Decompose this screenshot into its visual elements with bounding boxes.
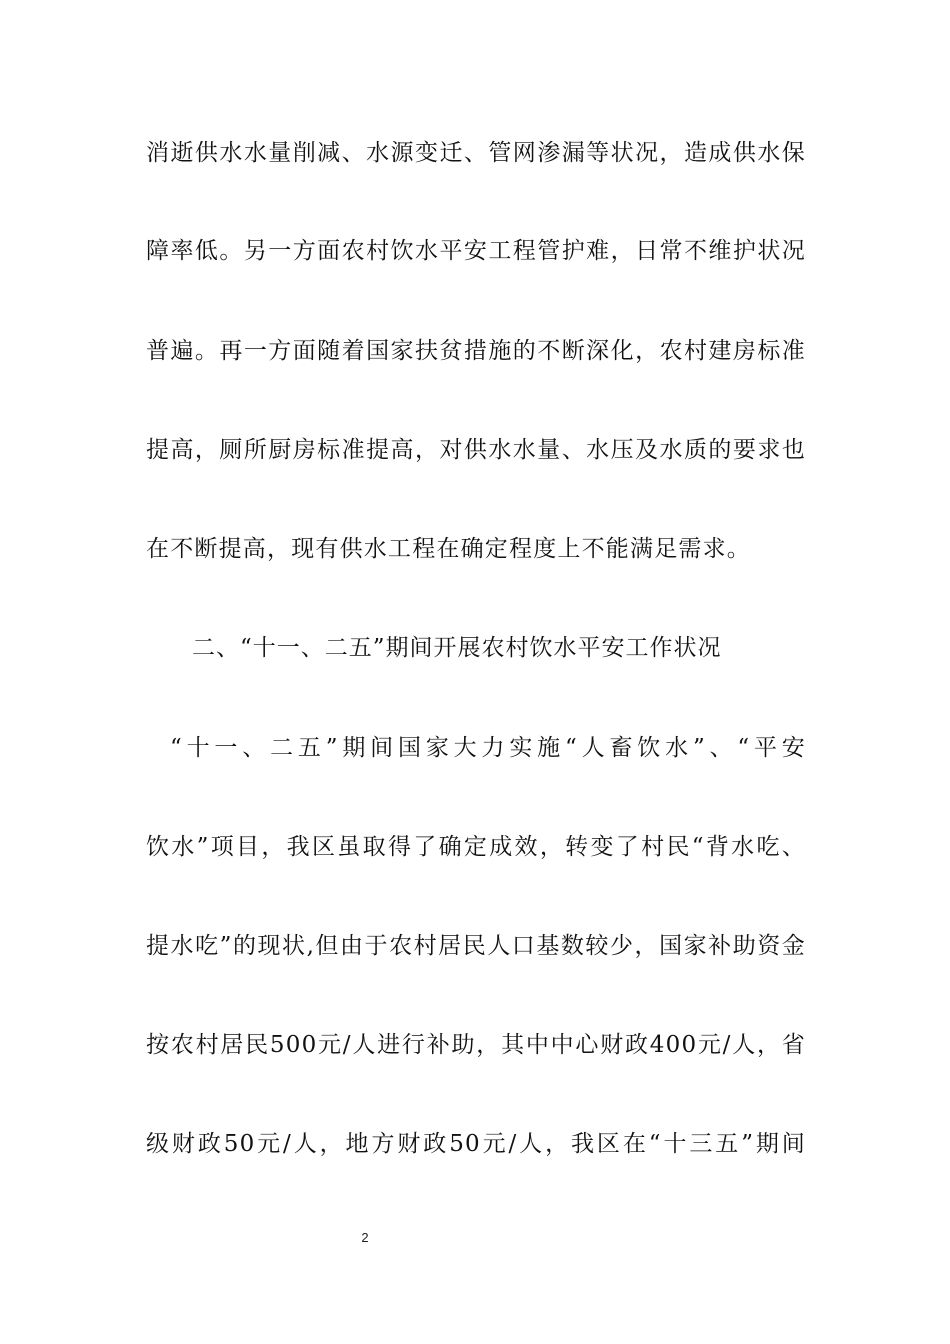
section-heading: 二、“十一、二五”期间开展农村饮水平安工作状况 (192, 635, 722, 661)
page-number: 2 (361, 1230, 369, 1245)
paragraph-line: 普遍。再一方面随着国家扶贫措施的不断深化，农村建房标准 (146, 338, 806, 364)
paragraph-line: 消逝供水水量削减、水源变迁、管网渗漏等状况，造成供水保 (146, 140, 806, 166)
paragraph-line: 按农村居民500元/人进行补助，其中中心财政400元/人，省 (146, 1032, 806, 1058)
paragraph-line: 饮水”项目，我区虽取得了确定成效，转变了村民“背水吃、 (146, 834, 806, 860)
paragraph-line: 提水吃”的现状,但由于农村居民人口基数较少，国家补助资金 (146, 933, 806, 959)
paragraph-line: 在不断提高，现有供水工程在确定程度上不能满足需求。 (146, 536, 751, 562)
paragraph-line: 提高，厕所厨房标准提高，对供水水量、水压及水质的要求也 (146, 437, 806, 463)
paragraph-line: 级财政50元/人，地方财政50元/人，我区在“十三五”期间 (146, 1131, 806, 1157)
paragraph-line: 障率低。另一方面农村饮水平安工程管护难，日常不维护状况 (146, 238, 806, 264)
paragraph-line: “十一、二五”期间国家大力实施“人畜饮水”、“平安 (170, 735, 806, 761)
